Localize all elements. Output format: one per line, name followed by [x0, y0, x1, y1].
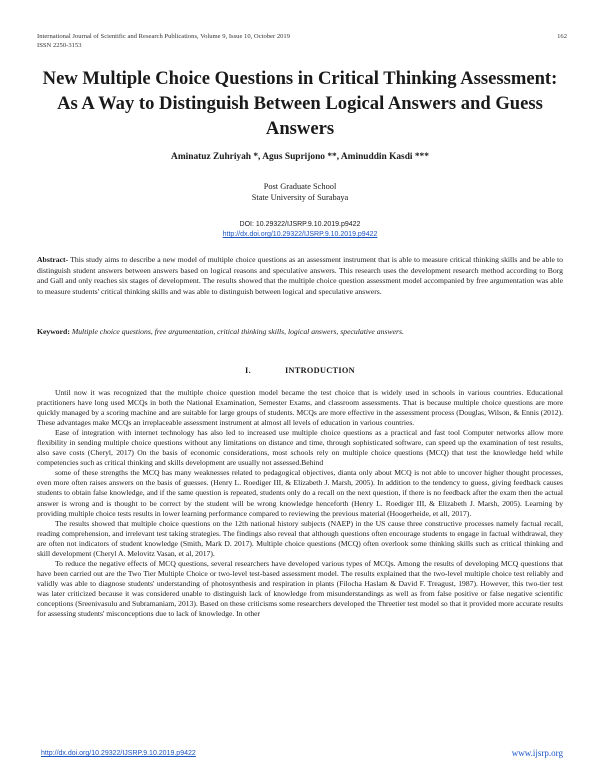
section-heading: [37, 366, 563, 375]
doi-block: [40, 220, 560, 240]
doi-text: DOI: 10.29322/IJSRP.9.10.2019.p9422: [239, 221, 361, 228]
abstract-text: This study aims to describe a new model of multiple choice questions as an assessment instrument that is able to measure critical thinking skills and be able to distinguish student answers between answers based on logical reasons and speculative answers. This research uses the development research method according to Borg and Gall and only reaches six stages of development. The results showed that the multiple choice question assessment model accompanied by free argumentation was able to measure students' critical thinking skills and was able to distinguish between logical and speculative answers.: [37, 255, 563, 296]
section-number: I.: [245, 366, 251, 375]
abstract: [37, 255, 563, 297]
author-list: Aminatuz Zuhriyah *, Agus Suprijono **, Aminuddin Kasdi ***: [171, 152, 429, 162]
university-name: State University of Surabaya: [251, 193, 349, 202]
running-header: [37, 33, 567, 50]
page-number: 162: [557, 33, 567, 40]
page-footer: [37, 748, 563, 762]
affiliation: [40, 181, 560, 203]
paragraph: The results showed that multiple choice questions on the 12th national history subjects (NAEP) in the US cause three constructive processes namely factual recall, reading comprehension, and irrelevant test taking strategies. The findings also reveal that although questions often encourage students to engage in factual withdrawal, they are often not indicators of student knowledge (Smith, Mark D. 2017). Multiple choice questions (MCQ) often overlook some thinking skills such as critical thinking and skill development (Cheryl A. Melovitz Vasan, et al, 2017).: [37, 518, 563, 558]
paragraph: some of these strengths the MCQ has many weaknesses related to pedagogical objectives, dianta only about MCQ is not able to uncover higher thought processes, even more often raises answers on the basis of guesses. (Henry L. Roediger III, & Elizabeth J. Marsh, 2005). In addition to the tendency to guess, giving feedback causes students to obtain false knowledge, and if the same question is repeated, students only do a recall on the next question, if there is no feedback after the exam then the actual answer is wrong and is thought to be correct by the student will be wrong knowledge henceforth (Henry L. Roediger III, & Elizabeth J. Marsh, 2005). Learning by providing multiple choice tests results in lower learning performance compared to reviewing the previous material (Hoogerheide, et all, 2017).: [37, 468, 563, 518]
abstract-label: Abstract-: [37, 255, 69, 264]
paragraph: To reduce the negative effects of MCQ questions, several researchers have developed various types of MCQs. Among the results of developing MCQ questions that have been carried out are the Two Tier Multiple Choice or two-level test-based assessment model. The results explained that the two-level multiple choice test reliably and validly was able to diagnose students' understanding of photosynthesis and respiration in plants (Filocha Haslam & David F. Treagust, 1987). However, this two-tier test was later criticized because it was considered unable to distinguish lack of knowledge from misunderstandings as well as from false positive or false negative scientific conceptions (Sreenivasulu and Subramaniam, 2013). Based on these criticisms some researchers developed the Threetier test model so that it provided more accurate results for assessing students' misconceptions due to lack of knowledge. In other: [37, 558, 563, 619]
keyword-label: Keyword:: [37, 327, 70, 336]
journal-name: International Journal of Scientific and Research Publications, Volume 9, Issue 10, October 2019: [37, 33, 291, 40]
introduction-body: [37, 388, 563, 619]
doi-link[interactable]: http://dx.doi.org/10.29322/IJSRP.9.10.2019.p9422: [222, 231, 378, 238]
keyword-text: Multiple choice questions, free argumentation, critical thinking skills, logical answers, speculative answers.: [69, 327, 404, 336]
keywords: [37, 327, 563, 338]
footer-doi-link[interactable]: http://dx.doi.org/10.29322/IJSRP.9.10.2019.p9422: [41, 750, 196, 757]
footer-site-link[interactable]: www.ijsrp.org: [511, 748, 563, 758]
paper-title: New Multiple Choice Questions in Critical Thinking Assessment: As A Way to Distinguish Between Logical Answers and Guess Answers: [42, 68, 558, 139]
section-title: INTRODUCTION: [284, 366, 355, 375]
paragraph: Ease of integration with internet technology has also led to increased use multiple choice questions as a practical and fast tool Computer networks allow more flexibility in sending multiple choice questions without any limitations on distance and time, through sophisticated software, can speed up the examination of test results, also save costs (Cheryl, 2017) On the basis of economic considerations, most schools rely on multiple choice questions (MCQ) that test the knowledge held while competencies such as critical thinking and skills development are usually not assessed.Behind: [37, 428, 563, 468]
paragraph: Until now it was recognized that the multiple choice question model became the test choice that is widely used in schools in various countries. Educational practitioners have long used MCQs in both the National Examination, Semester Exams, and classroom assessments. That is because multiple choice questions are more quickly managed by a scoring machine and are suitable for large groups of students. MCQs are more effective in the assessment process (Douglas, Wilson, & Ennis (2012). These advantages make MCQs an irreplaceable assessment instrument at almost all levels of education in various countries.: [37, 388, 563, 428]
school-name: Post Graduate School: [263, 182, 337, 191]
issn: ISSN 2250-3153: [37, 41, 82, 49]
